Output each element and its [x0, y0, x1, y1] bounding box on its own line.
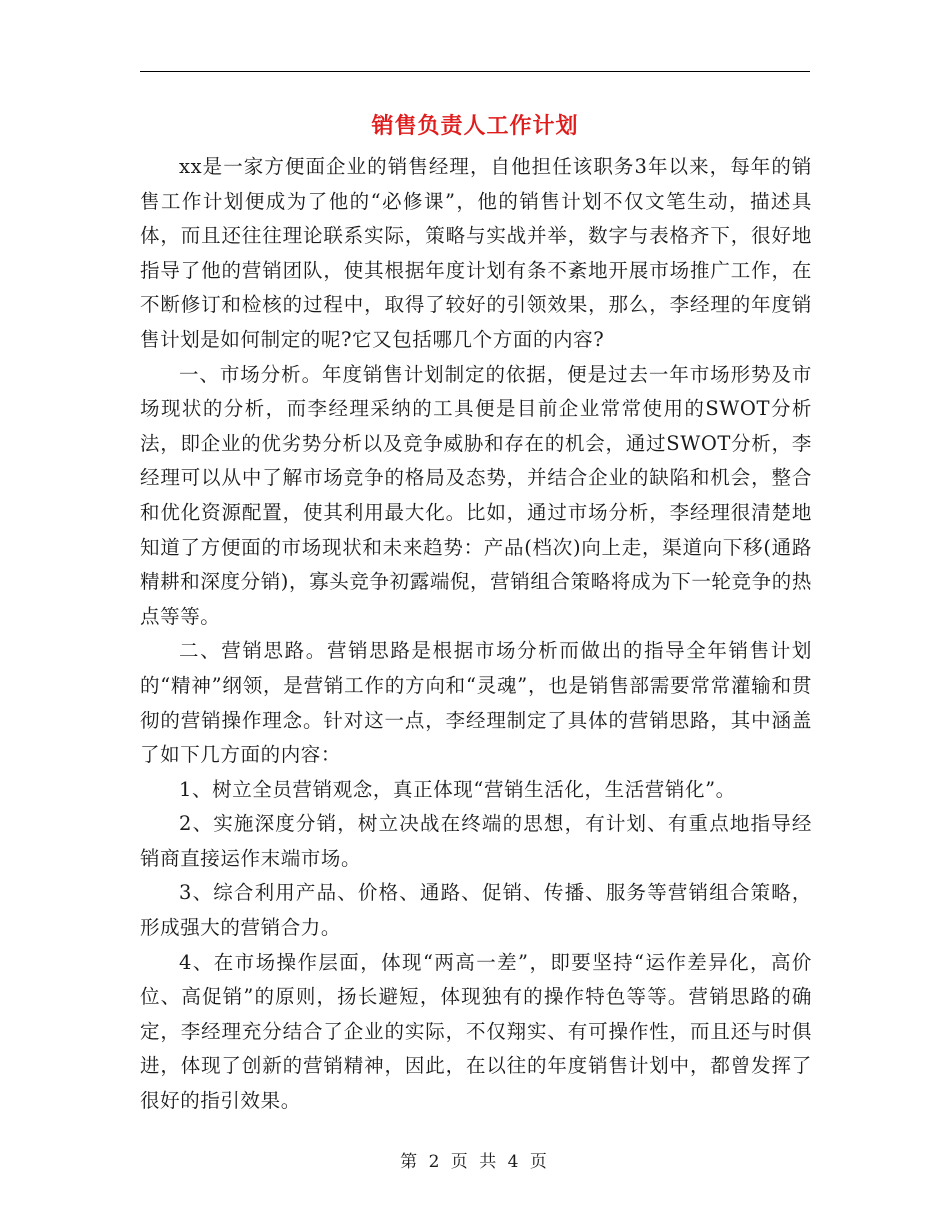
header-rule	[140, 71, 810, 72]
list-item-3: 3、综合利用产品、价格、通路、促销、传播、服务等营销组合策略，形成强大的营销合力。	[140, 881, 812, 940]
list-item-1: 1、树立全员营销观念，真正体现“营销生活化，生活营销化”。	[179, 777, 736, 801]
list-item-2: 2、实施深度分销，树立决战在终端的思想，有计划、有重点地指导经销商直接运作末端市场。	[140, 812, 812, 870]
page-number-label: 第 2 页 共 4 页	[400, 1152, 550, 1172]
document-body	[140, 150, 812, 1119]
page-footer	[0, 1148, 950, 1176]
paragraph-intro: xx是一家方便面企业的销售经理，自他担任该职务3年以来，每年的销售工作计划便成为了他的“必修课”，他的销售计划不仅文笔生动，描述具体，而且还往往理论联系实际，策略与实战并举，数字与表格齐下，很好地指导了他的营销团队，使其根据年度计划有条不紊地开展市场推广工作，在不断修订和检核的过程中，取得了较好的引领效果，那么，李经理的年度销售计划是如何制定的呢?它又包括哪几个方面的内容?	[140, 155, 812, 351]
paragraph-marketing-approach: 二、营销思路。营销思路是根据市场分析而做出的指导全年销售计划的“精神”纲领，是营销工作的方向和“灵魂”，也是销售部需要常常灌输和贯彻的营销操作理念。针对这一点，李经理制定了具体的营销思路，其中涵盖了如下几方面的内容：	[140, 639, 812, 767]
document-title: 销售负责人工作计划	[371, 113, 579, 139]
paragraph-market-analysis: 一、市场分析。年度销售计划制定的依据，便是过去一年市场形势及市场现状的分析，而李经理采纳的工具便是目前企业常常使用的SWOT分析法，即企业的优劣势分析以及竞争威胁和存在的机会，通过SWOT分析，李经理可以从中了解市场竞争的格局及态势，并结合企业的缺陷和机会，整合和优化资源配置，使其利用最大化。比如，通过市场分析，李经理很清楚地知道了方便面的市场现状和未来趋势：产品(档次)向上走，渠道向下移(通路精耕和深度分销)，寡头竞争初露端倪，营销组合策略将成为下一轮竞争的热点等等。	[140, 362, 812, 628]
list-item-4: 4、在市场操作层面，体现“两高一差”，即要坚持“运作差异化，高价位、高促销”的原则，扬长避短，体现独有的操作特色等等。营销思路的确定，李经理充分结合了企业的实际，不仅翔实、有可操作性，而且还与时俱进，体现了创新的营销精神，因此，在以往的年度销售计划中，都曾发挥了很好的指引效果。	[140, 950, 812, 1113]
